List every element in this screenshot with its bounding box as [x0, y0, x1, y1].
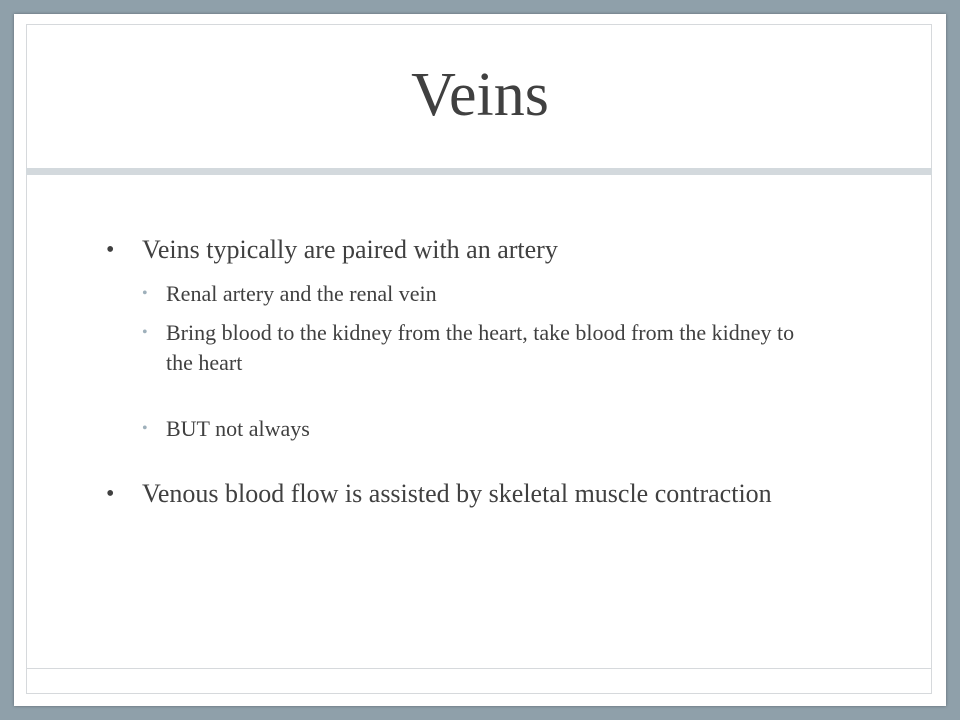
- bullet-item: [104, 232, 824, 268]
- slide-body: [104, 232, 824, 512]
- slide: [14, 14, 946, 706]
- sub-bullet-icon: •: [142, 285, 148, 302]
- footer-divider: [26, 668, 932, 669]
- bullet-icon: •: [106, 481, 115, 507]
- bullet-icon: •: [106, 237, 115, 263]
- sub-bullet-item: [104, 279, 824, 309]
- sub-bullet-text: Bring blood to the kidney from the heart, take blood from the kidney to the heart: [166, 320, 795, 375]
- sub-bullet-text: BUT not always: [166, 416, 310, 441]
- bullet-text: Veins typically are paired with an artery: [142, 235, 558, 264]
- title-divider: [26, 168, 932, 175]
- sub-bullet-icon: •: [142, 420, 148, 437]
- sub-bullet-item: [104, 414, 824, 444]
- bullet-text: Venous blood flow is assisted by skeletal muscle contraction: [142, 479, 772, 508]
- sub-bullet-text: Renal artery and the renal vein: [166, 281, 437, 306]
- slide-title: Veins: [411, 61, 549, 129]
- sub-bullet-item: [104, 318, 824, 378]
- sub-bullet-icon: •: [142, 324, 148, 341]
- bullet-item: [104, 476, 824, 512]
